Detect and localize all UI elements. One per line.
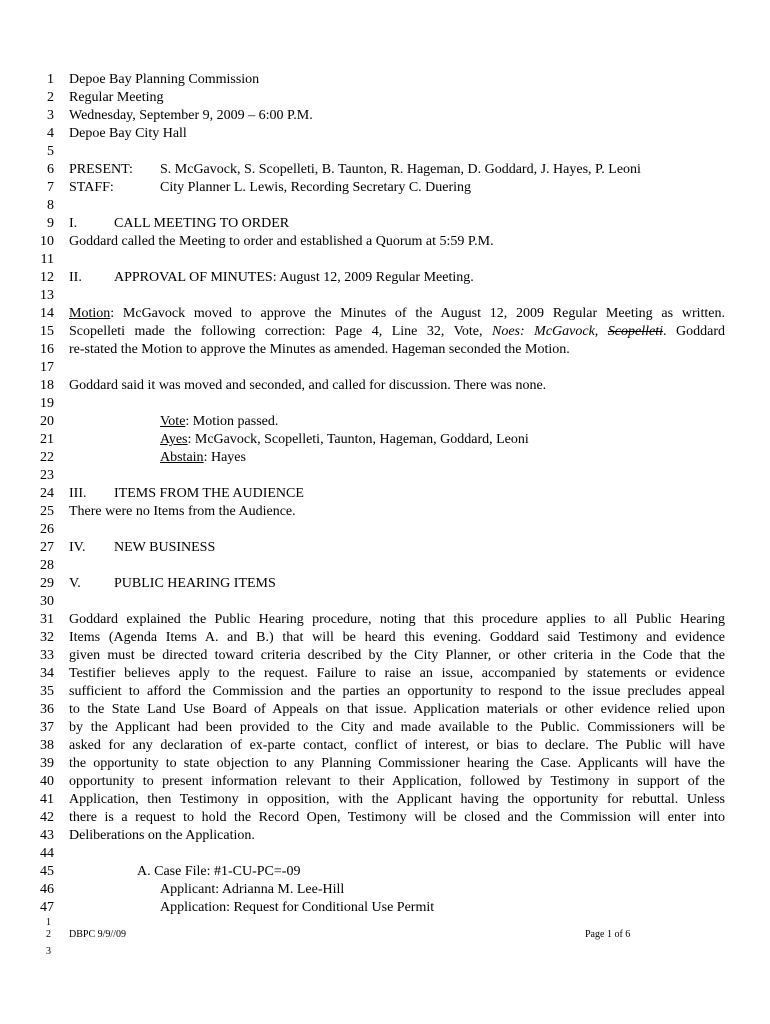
line-45 (0, 863, 770, 881)
hearing-paragraph-line: asked for any declaration of ex-parte contact, conflict of interest, or bias to declare. The Public will have (69, 738, 725, 753)
line-32 (0, 629, 770, 647)
section-numeral: I. (69, 216, 78, 231)
line-39 (0, 755, 770, 773)
line-number: 1 (47, 72, 54, 87)
line-number: 9 (47, 216, 54, 231)
motion-text: : McGavock moved to approve the Minutes of the August 12, 2009 Regular Meeting as written. (110, 306, 725, 321)
line-number: 29 (40, 576, 54, 591)
line-number: 36 (40, 702, 54, 717)
line-number: 20 (40, 414, 54, 429)
meeting-location: Depoe Bay City Hall (69, 126, 187, 141)
line-38 (0, 737, 770, 755)
line-number: 46 (40, 882, 54, 897)
line-20 (0, 413, 770, 431)
section-heading: ITEMS FROM THE AUDIENCE (114, 486, 304, 501)
hearing-paragraph-line: there is a request to hold the Record Open, Testimony will be closed and the Commission will enter into (69, 810, 725, 825)
staff-label: STAFF: (69, 180, 114, 195)
line-number: 27 (40, 540, 54, 555)
line-number: 21 (40, 432, 54, 447)
line-number: 11 (40, 252, 54, 267)
line-number: 42 (40, 810, 54, 825)
line-17 (0, 359, 770, 377)
line-number: 39 (40, 756, 54, 771)
section-heading: CALL MEETING TO ORDER (114, 216, 290, 231)
section-numeral: V. (69, 576, 81, 591)
line-31 (0, 611, 770, 629)
footer-page-number: Page 1 of 6 (585, 929, 631, 940)
ayes-result (160, 431, 529, 449)
line-43 (0, 827, 770, 845)
hearing-paragraph-line: by the Applicant had been provided to the City and made available to the Public. Commissioners will be (69, 720, 725, 735)
meeting-type: Regular Meeting (69, 90, 164, 105)
staff-list: City Planner L. Lewis, Recording Secretary C. Duering (160, 180, 472, 195)
footer-line-number: 1 (46, 917, 51, 928)
line-26 (0, 521, 770, 539)
application: Application: Request for Conditional Use Permit (160, 900, 435, 915)
line-19 (0, 395, 770, 413)
line-12 (0, 269, 770, 287)
line-number: 41 (40, 792, 54, 807)
line-30 (0, 593, 770, 611)
line-37 (0, 719, 770, 737)
ayes-value: : McGavock, Scopelleti, Taunton, Hageman, Goddard, Leoni (187, 432, 529, 447)
line-35 (0, 683, 770, 701)
section-numeral: III. (69, 486, 87, 501)
footer-line-number: 3 (46, 946, 51, 957)
line-number: 7 (47, 180, 54, 195)
line-number: 40 (40, 774, 54, 789)
section-heading: APPROVAL OF MINUTES: August 12, 2009 Regular Meeting. (114, 270, 474, 285)
line-number: 6 (47, 162, 54, 177)
audience-text: There were no Items from the Audience. (69, 504, 296, 519)
line-36 (0, 701, 770, 719)
hearing-paragraph-line: given must be directed toward criteria described by the City Planner, or other criteria in the Code that the (69, 648, 725, 663)
vote-label: Vote (160, 414, 186, 429)
line-number: 24 (40, 486, 54, 501)
line-number: 23 (40, 468, 54, 483)
line-46 (0, 881, 770, 899)
case-file: A. Case File: #1-CU-PC=-09 (137, 864, 301, 879)
line-15 (0, 323, 770, 341)
line-24 (0, 485, 770, 503)
applicant: Applicant: Adrianna M. Lee-Hill (160, 882, 345, 897)
call-to-order-text: Goddard called the Meeting to order and established a Quorum at 5:59 P.M. (69, 234, 494, 249)
line-number: 22 (40, 450, 54, 465)
line-40 (0, 773, 770, 791)
line-2 (0, 89, 770, 107)
line-number: 5 (47, 144, 54, 159)
noes-text: Noes: McGavock, (492, 324, 608, 339)
commission-name: Depoe Bay Planning Commission (69, 72, 260, 87)
line-11 (0, 251, 770, 269)
line-number: 34 (40, 666, 54, 681)
line-6 (0, 161, 770, 179)
line-21 (0, 431, 770, 449)
line-number: 8 (47, 198, 54, 213)
footer-doc-id: DBPC 9/9//09 (69, 929, 126, 940)
line-number: 28 (40, 558, 54, 573)
line-44 (0, 845, 770, 863)
line-number: 32 (40, 630, 54, 645)
line-8 (0, 197, 770, 215)
footer-line-2 (0, 929, 770, 943)
line-number: 2 (47, 90, 54, 105)
abstain-result (160, 449, 246, 467)
footer-line-3 (0, 946, 770, 958)
line-1 (0, 71, 770, 89)
abstain-value: : Hayes (203, 450, 246, 465)
line-number: 14 (40, 306, 54, 321)
line-34 (0, 665, 770, 683)
line-number: 35 (40, 684, 54, 699)
correction-line (69, 323, 725, 341)
line-16 (0, 341, 770, 359)
line-14 (0, 305, 770, 323)
hearing-paragraph-line: Goddard explained the Public Hearing procedure, noting that this procedure applies to all Public Hearing (69, 612, 725, 627)
line-27 (0, 539, 770, 557)
correction-end: . Goddard (663, 324, 725, 339)
line-10 (0, 233, 770, 251)
present-list: S. McGavock, S. Scopelleti, B. Taunton, R. Hageman, D. Goddard, J. Hayes, P. Leoni (160, 162, 641, 177)
hearing-paragraph-line: Testifier believes apply to the request. Failure to raise an issue, accompanied by statements or evidence (69, 666, 725, 681)
line-number: 43 (40, 828, 54, 843)
hearing-paragraph-line: sufficient to afford the Commission and the parties an opportunity to respond to the issue precludes appeal (69, 684, 725, 699)
line-number: 45 (40, 864, 54, 879)
line-number: 12 (40, 270, 54, 285)
line-28 (0, 557, 770, 575)
line-41 (0, 791, 770, 809)
line-23 (0, 467, 770, 485)
hearing-paragraph-line: Items (Agenda Items A. and B.) that will be heard this evening. Goddard said Testimony and evidence (69, 630, 725, 645)
line-number: 18 (40, 378, 54, 393)
line-4 (0, 125, 770, 143)
hearing-paragraph-line: to the State Land Use Board of Appeals on that issue. Application materials or other evidence relied upon (69, 702, 725, 717)
line-22 (0, 449, 770, 467)
vote-value: : Motion passed. (185, 414, 279, 429)
hearing-paragraph-line: opportunity to present information relevant to their Application, followed by Testimony in support of the (69, 774, 725, 789)
line-number: 44 (40, 846, 54, 861)
line-33 (0, 647, 770, 665)
restated-motion: re-stated the Motion to approve the Minutes as amended. Hageman seconded the Motion. (69, 342, 570, 357)
line-13 (0, 287, 770, 305)
line-5 (0, 143, 770, 161)
line-number: 3 (47, 108, 54, 123)
struck-name: Scopelleti (607, 324, 663, 339)
line-number: 15 (40, 324, 54, 339)
motion-line (69, 305, 725, 323)
footer-line-number: 2 (46, 929, 51, 940)
line-47 (0, 899, 770, 917)
line-3 (0, 107, 770, 125)
line-number: 30 (40, 594, 54, 609)
line-7 (0, 179, 770, 197)
correction-text: Scopelleti made the following correction: Page 4, Line 32, Vote, (69, 324, 492, 339)
line-number: 16 (40, 342, 54, 357)
section-heading: NEW BUSINESS (114, 540, 216, 555)
hearing-paragraph-line: the opportunity to state objection to any Planning Commissioner hearing the Case. Applicants will have the (69, 756, 725, 771)
ayes-label: Ayes (160, 432, 188, 447)
vote-result (160, 413, 278, 431)
section-numeral: IV. (69, 540, 86, 555)
present-label: PRESENT: (69, 162, 133, 177)
line-25 (0, 503, 770, 521)
abstain-label: Abstain (160, 450, 204, 465)
line-number: 4 (47, 126, 54, 141)
meeting-date: Wednesday, September 9, 2009 – 6:00 P.M. (69, 108, 313, 123)
line-number: 33 (40, 648, 54, 663)
line-number: 13 (40, 288, 54, 303)
line-29 (0, 575, 770, 593)
hearing-paragraph-line: Application, then Testimony in opposition, with the Applicant having the opportunity for rebuttal. Unless (69, 792, 725, 807)
line-number: 10 (40, 234, 54, 249)
section-heading: PUBLIC HEARING ITEMS (114, 576, 276, 591)
line-18 (0, 377, 770, 395)
line-number: 19 (40, 396, 54, 411)
motion-label: Motion (69, 306, 111, 321)
footer-line-1 (0, 917, 770, 929)
line-number: 37 (40, 720, 54, 735)
discussion-text: Goddard said it was moved and seconded, and called for discussion. There was none. (69, 378, 547, 393)
line-42 (0, 809, 770, 827)
line-number: 31 (40, 612, 54, 627)
line-number: 25 (40, 504, 54, 519)
line-number: 38 (40, 738, 54, 753)
line-number: 26 (40, 522, 54, 537)
section-numeral: II. (69, 270, 82, 285)
line-number: 47 (40, 900, 54, 915)
line-number: 17 (40, 360, 54, 375)
line-9 (0, 215, 770, 233)
hearing-paragraph-line: Deliberations on the Application. (69, 828, 255, 843)
